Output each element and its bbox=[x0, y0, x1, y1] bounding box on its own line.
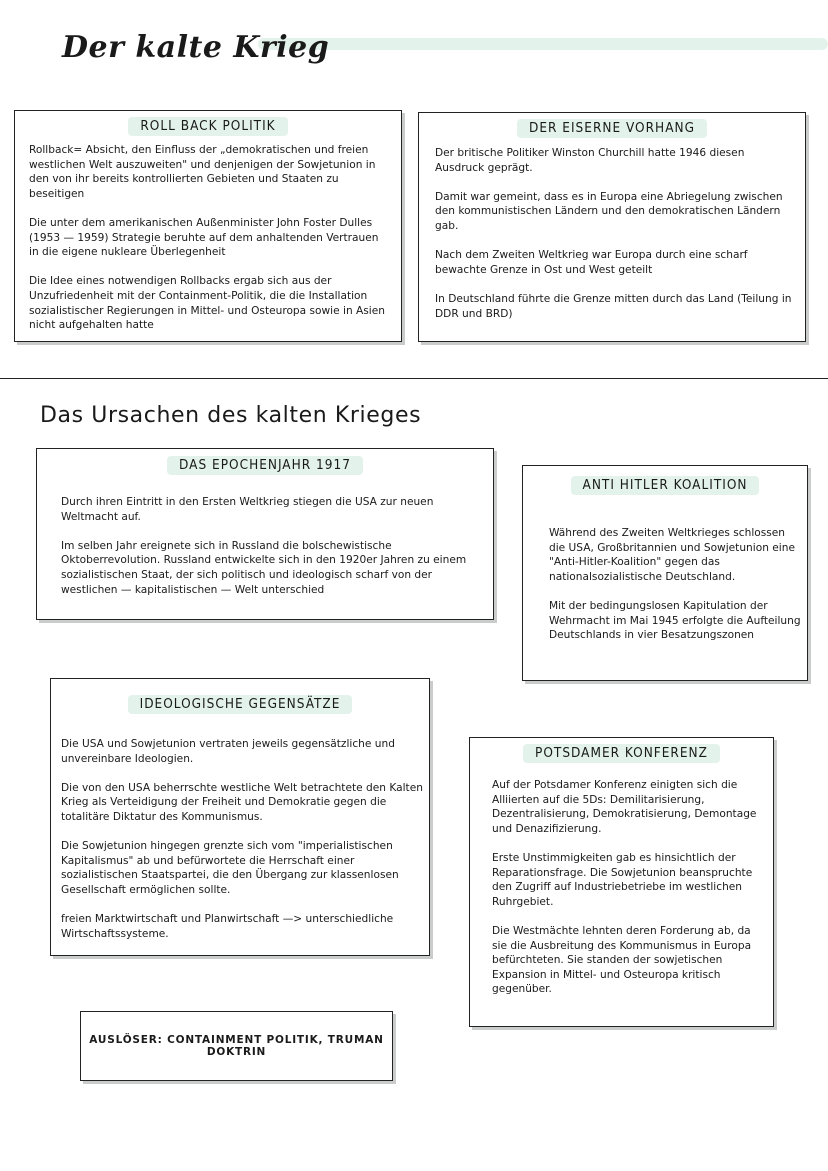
card-eiserner-vorhang bbox=[418, 112, 806, 342]
paragraph: Auf der Potsdamer Konferenz einigten sich die Alliierten auf die 5Ds: Demilitarisierung, Dezentralisierung, Demokratisierung, Demontage und Denazifizierung. bbox=[492, 779, 757, 835]
card-title: DAS EPOCHENJAHR 1917 bbox=[37, 456, 493, 475]
card-title: ROLL BACK POLITIK bbox=[15, 117, 401, 136]
card-rollback-politik bbox=[14, 110, 402, 342]
card-body bbox=[61, 495, 485, 597]
card-potsdamer-konferenz bbox=[469, 737, 774, 1027]
page-title: Der kalte Krieg bbox=[62, 30, 330, 65]
paragraph: Die Idee eines notwendigen Rollbacks ergab sich aus der Unzufriedenheit mit der Containment-Politik, die die Installation sozialistischer Regierungen in Mittel- und Osteuropa sowie in Asien nicht aufgehalten hatte bbox=[29, 275, 385, 332]
trigger-text: AUSLÖSER: CONTAINMENT POLITIK, TRUMAN DOKTRIN bbox=[89, 1034, 384, 1058]
card-body bbox=[61, 737, 425, 941]
section-divider bbox=[0, 378, 828, 379]
title-highlight-bar bbox=[258, 38, 828, 50]
section-title: Das Ursachen des kalten Krieges bbox=[40, 403, 422, 428]
card-title: ANTI HITLER KOALITION bbox=[523, 476, 807, 495]
paragraph: In Deutschland führte die Grenze mitten durch das Land (Teilung in DDR und BRD) bbox=[435, 292, 792, 320]
card-ideologische-gegensaetze bbox=[50, 678, 430, 956]
card-epochenjahr-1917 bbox=[36, 448, 494, 620]
card-title: DER EISERNE VORHANG bbox=[419, 119, 805, 138]
card-body bbox=[29, 143, 391, 333]
card-ausloeser bbox=[80, 1011, 393, 1081]
paragraph: Damit war gemeint, dass es in Europa eine Abriegelung zwischen den kommunistischen Ländern und den demokratischen Ländern gab. bbox=[435, 190, 783, 232]
paragraph: Die USA und Sowjetunion vertraten jeweils gegensätzliche und unvereinbare Ideologien. bbox=[61, 738, 395, 765]
paragraph: Die von den USA beherrschte westliche Welt betrachtete den Kalten Krieg als Verteidigung der Freiheit und Demokratie gegen die totalitäre Diktatur des Kommunismus. bbox=[61, 781, 423, 823]
card-anti-hitler-koalition bbox=[522, 465, 808, 681]
paragraph: Die Sowjetunion hingegen grenzte sich vom "imperialistischen Kapitalismus" ab und befürwortete die Herrschaft einer sozialistischen Staatspartei, die den Übergang zur klassenlosen Gesellschaft ermöglichen sollte. bbox=[61, 840, 399, 896]
card-body bbox=[549, 526, 801, 643]
paragraph: Während des Zweiten Weltkrieges schlossen die USA, Großbritannien und Sowjetunion eine "Anti-Hitler-Koalition" gegen das nationalsozialistische Deutschland. bbox=[549, 527, 795, 583]
paragraph: Im selben Jahr ereignete sich in Russland die bolschewistische Oktoberrevolution. Russland entwickelte sich in den 1920er Jahren zu einem sozialistischen Staat, der sich politisch und ideologisch scharf von der westlichen — kapitalistischen — Welt unterschied bbox=[61, 539, 467, 596]
card-title: IDEOLOGISCHE GEGENSÄTZE bbox=[51, 695, 429, 714]
paragraph: Die Westmächte lehnten deren Forderung ab, da sie die Ausbreitung des Kommunismus in Europa befürchteten. Sie standen der sowjetischen Expansion in Mittel- und Osteuropa kritisch gegenüber. bbox=[492, 924, 752, 996]
paragraph: Durch ihren Eintritt in den Ersten Weltkrieg stiegen die USA zur neuen Weltmacht auf. bbox=[61, 496, 434, 523]
paragraph: freien Marktwirtschaft und Planwirtschaft —> unterschiedliche Wirtschaftssysteme. bbox=[61, 913, 394, 940]
paragraph: Erste Unstimmigkeiten gab es hinsichtlich der Reparationsfrage. Die Sowjetunion beanspruchte den Zugriff auf Industriebetriebe im westlichen Ruhrgebiet. bbox=[492, 851, 753, 908]
paragraph: Der britische Politiker Winston Churchill hatte 1946 diesen Ausdruck geprägt. bbox=[435, 147, 745, 174]
paragraph: Mit der bedingungslosen Kapitulation der Wehrmacht im Mai 1945 erfolgte die Aufteilung Deutschlands in vier Besatzungszonen bbox=[549, 599, 801, 642]
card-body bbox=[492, 778, 768, 997]
card-body bbox=[435, 146, 795, 321]
paragraph: Rollback= Absicht, den Einfluss der „demokratischen und freien westlichen Welt auszuweiten" und denjenigen der Sowjetunion in den von ihr bereits kontrollierten Gebieten und Staaten zu beseitigen bbox=[29, 144, 376, 200]
paragraph: Die unter dem amerikanischen Außenminister John Foster Dulles (1953 — 1959) Strategie beruhte auf dem anhaltenden Vertrauen in die eigene nukleare Überlegenheit bbox=[29, 216, 379, 259]
paragraph: Nach dem Zweiten Weltkrieg war Europa durch eine scharf bewachte Grenze in Ost und West geteilt bbox=[435, 249, 748, 276]
card-title: POTSDAMER KONFERENZ bbox=[470, 744, 773, 763]
